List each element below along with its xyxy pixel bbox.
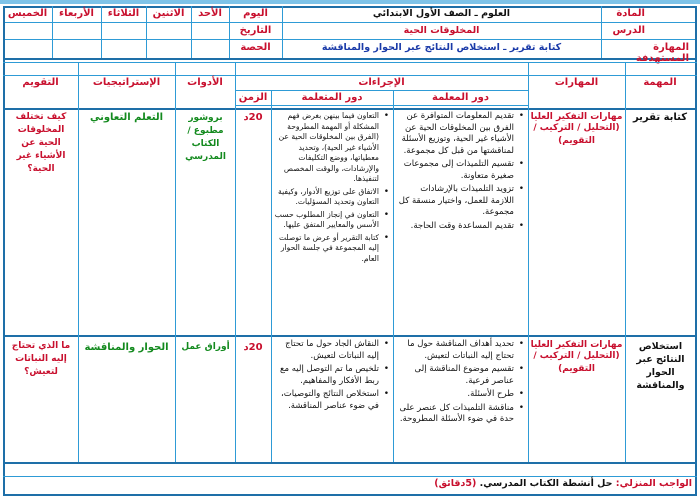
day-label: اليوم xyxy=(243,8,268,19)
row1-student-item: • كتابة التقرير أو عرض ما توصلت إليه المجموعة في جلسة الحوار العام. xyxy=(273,233,379,265)
period-label: الحصة xyxy=(240,42,271,53)
day-monday: الاثنين xyxy=(152,8,185,19)
homework-time: (5دقائق) xyxy=(434,478,477,489)
row2-tools: أوراق عمل xyxy=(181,342,230,352)
row2-skills-detail: (التحليل / التركيب / التقويم) xyxy=(533,351,620,374)
col-skills: المهارات xyxy=(554,77,599,88)
col-strategies: الإستراتيجيات xyxy=(92,77,161,88)
col-tools: الأدوات xyxy=(187,77,223,88)
row2-teacher-item: • تقسيم موضوع المناقشة إلى عناصر فرعية. xyxy=(396,364,514,387)
row1-student-role xyxy=(273,111,391,333)
row1-teacher-item: • تقديم المساعدة وقت الحاجة. xyxy=(396,221,514,233)
row1-teacher-item: • تقديم المعلومات المتوافرة عن الفرق بين المخلوقات الحية عن الأشياء غير الحية، وتوزيع الأسئلة لمناقشتها من قبل كل مجموعة. xyxy=(396,111,514,157)
col-task: المهمة xyxy=(643,77,677,88)
col-procedures: الإجراءات xyxy=(358,77,405,88)
row1-student-item: • التعاون فيما بينهن بغرض فهم المشكلة أو المهمة المطروحة (الفرق بين المخلوقات الحية عن الأشياء غير الحية)، وتحديد معطياتها، ووضع التكليفات والإرشادات، والوقت المخصص لتنفيذها. xyxy=(273,111,379,185)
row2-student-item: • تلخيص ما تم التوصل إليه مع ربط الأفكار والمفاهيم. xyxy=(273,364,379,387)
row1-skills xyxy=(528,112,625,162)
homework-row xyxy=(6,478,692,493)
row2-strategy: الحوار والمناقشة xyxy=(84,342,169,353)
row1-teacher-item: • تقسيم التلميذات إلى مجموعات صغيرة متعاونة. xyxy=(396,159,514,182)
lesson-value: المخلوقات الحية xyxy=(403,25,480,36)
row1-teacher-role xyxy=(396,111,526,333)
row1-student-item: • التعاون في إنجاز المطلوب حسب الأسس والمعايير المتفق عليها. xyxy=(273,210,379,231)
col-evaluation: التقويم xyxy=(22,77,59,88)
date-label: التاريخ xyxy=(239,25,272,36)
row1-skills-detail: (التحليل / التركيب / التقويم) xyxy=(533,123,620,146)
row1-strategy: التعلم التعاوني xyxy=(89,112,164,123)
row2-teacher-role xyxy=(396,339,526,461)
row1-tools: بروشور مطبوع / الكتاب المدرسي xyxy=(185,113,226,162)
row2-evaluation: ما الذي تحتاج إليه النباتات لتعيش؟ xyxy=(11,341,71,377)
subject-value: العلوم ـ الصف الأول الابتدائي xyxy=(372,8,511,19)
row1-evaluation: كيف تختلف المخلوقات الحية عن الأشياء غير الحية؟ xyxy=(15,112,67,174)
row2-skills-title: مهارات التفكير العليا xyxy=(530,340,623,350)
day-thursday: الخميس xyxy=(7,8,48,19)
row2-task: استخلاص النتائج عبر الحوار والمناقشة xyxy=(636,341,685,391)
row2-teacher-item: • مناقشة التلميذات كل عنصر على حدة في ضوء الأسئلة المطروحة. xyxy=(396,403,514,426)
top-decor-strip xyxy=(0,0,700,4)
target-skill-label: المهارة المستهدفة xyxy=(635,42,689,64)
row1-time: 20د xyxy=(243,112,263,123)
homework-text: حل أنشطة الكتاب المدرسي. xyxy=(479,478,613,489)
target-skill-value: كتابة تقرير ـ استخلاص النتائج عبر الحوار والمناقشة xyxy=(321,42,562,53)
homework-label: الواجب المنزلي: xyxy=(615,478,692,489)
row1-teacher-item: • تزويد التلميذات بالإرشادات اللازمة للعمل، واختيار منسقة كل مجموعة. xyxy=(396,184,514,219)
row1-student-item: • الاتفاق على توزيع الأدوار، وكيفية التعاون وتحديد المسؤليات. xyxy=(273,187,379,208)
col-teacher-role: دور المعلمة xyxy=(432,92,489,103)
row2-student-role xyxy=(273,339,391,461)
lesson-label: الدرس xyxy=(612,25,645,36)
col-time: الزمن xyxy=(238,92,268,103)
row2-time: 20د xyxy=(243,342,263,353)
row2-student-item: • النقاش الجاد حول ما تحتاج إليه النباتات لتعيش. xyxy=(273,339,379,362)
row2-teacher-item: • تحديد أهداف المناقشة حول ما تحتاج إليه النباتات لتعيش. xyxy=(396,339,514,362)
col-student-role: دور المتعلمة xyxy=(301,92,363,103)
row2-teacher-item: • طرح الأسئلة. xyxy=(396,389,514,401)
row2-skills xyxy=(528,340,625,390)
day-wednesday: الأربعاء xyxy=(59,8,94,19)
subject-label: المادة xyxy=(616,8,645,19)
day-tuesday: الثلاثاء xyxy=(107,8,140,19)
day-sunday: الأحد xyxy=(198,8,222,19)
row1-task: كتابة تقرير xyxy=(632,112,688,123)
row1-skills-title: مهارات التفكير العليا xyxy=(530,112,623,122)
row2-student-item: • استخلاص النتائج والتوصيات، في ضوء عناصر المناقشة. xyxy=(273,389,379,412)
